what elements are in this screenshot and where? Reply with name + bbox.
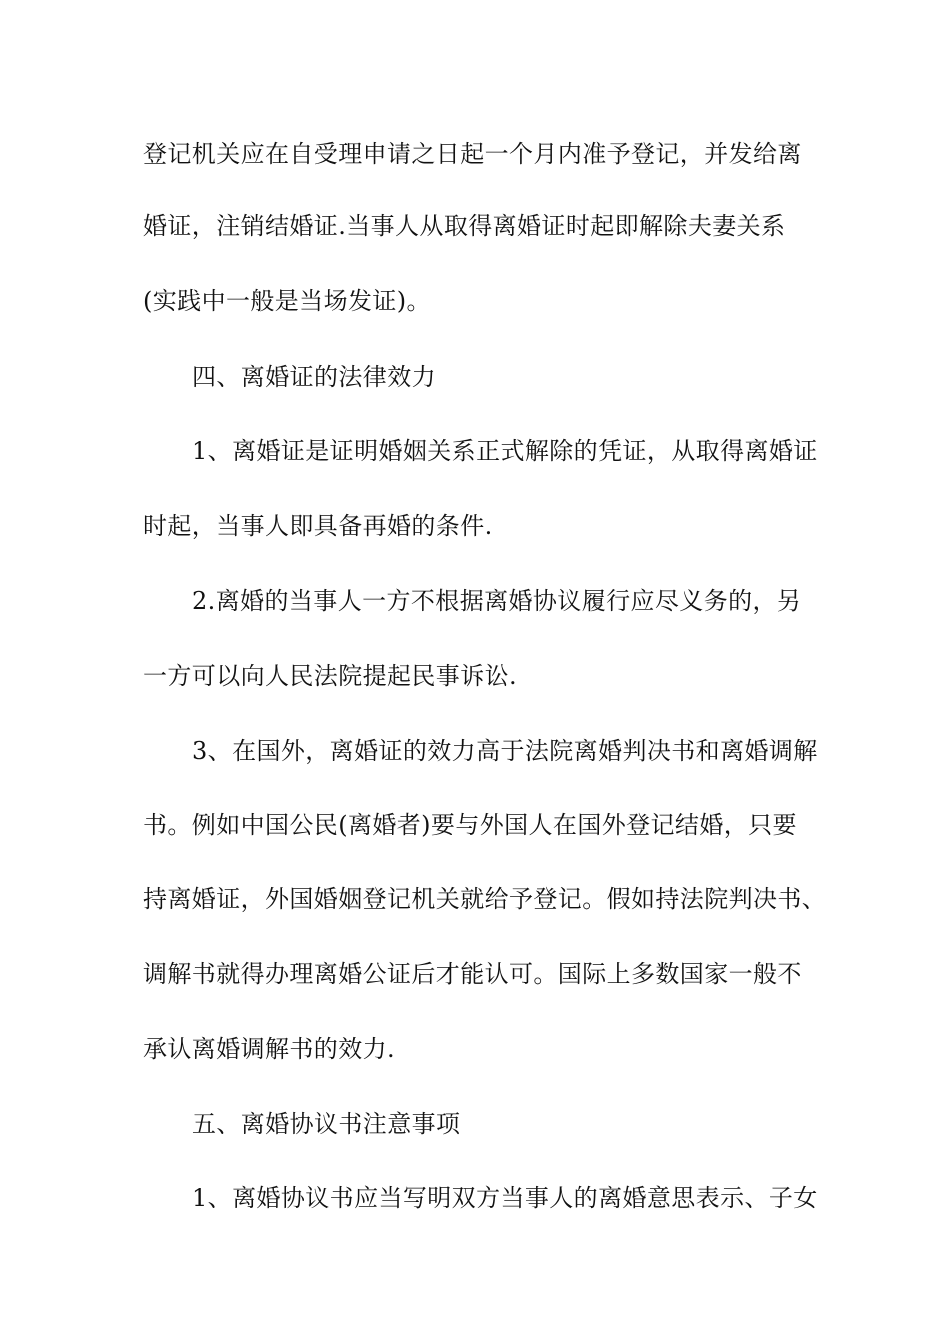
paragraph-line: 登记机关应在自受理申请之日起一个月内准予登记，并发给离 <box>143 140 802 168</box>
section-heading: 四、离婚证的法律效力 <box>192 363 436 391</box>
paragraph-line: 2.离婚的当事人一方不根据离婚协议履行应尽义务的，另 <box>192 587 802 615</box>
paragraph-line: 1、离婚证是证明婚姻关系正式解除的凭证，从取得离婚证 <box>192 437 818 465</box>
paragraph-line: 持离婚证，外国婚姻登记机关就给予登记。假如持法院判决书、 <box>143 885 827 913</box>
paragraph-line: 1、离婚协议书应当写明双方当事人的离婚意思表示、子女 <box>192 1184 818 1212</box>
paragraph-line: 时起，当事人即具备再婚的条件. <box>143 512 493 540</box>
section-heading: 五、离婚协议书注意事项 <box>192 1110 461 1138</box>
paragraph-line: 调解书就得办理离婚公证后才能认可。国际上多数国家一般不 <box>143 960 802 988</box>
paragraph-line: 3、在国外，离婚证的效力高于法院离婚判决书和离婚调解 <box>192 737 818 765</box>
paragraph-line: 一方可以向人民法院提起民事诉讼. <box>143 662 518 690</box>
paragraph-line: 婚证，注销结婚证.当事人从取得离婚证时起即解除夫妻关系 <box>143 212 786 240</box>
paragraph-line: (实践中一般是当场发证)。 <box>143 287 431 315</box>
paragraph-line: 书。例如中国公民(离婚者)要与外国人在国外登记结婚，只要 <box>143 811 797 839</box>
paragraph-line: 承认离婚调解书的效力. <box>143 1035 396 1063</box>
